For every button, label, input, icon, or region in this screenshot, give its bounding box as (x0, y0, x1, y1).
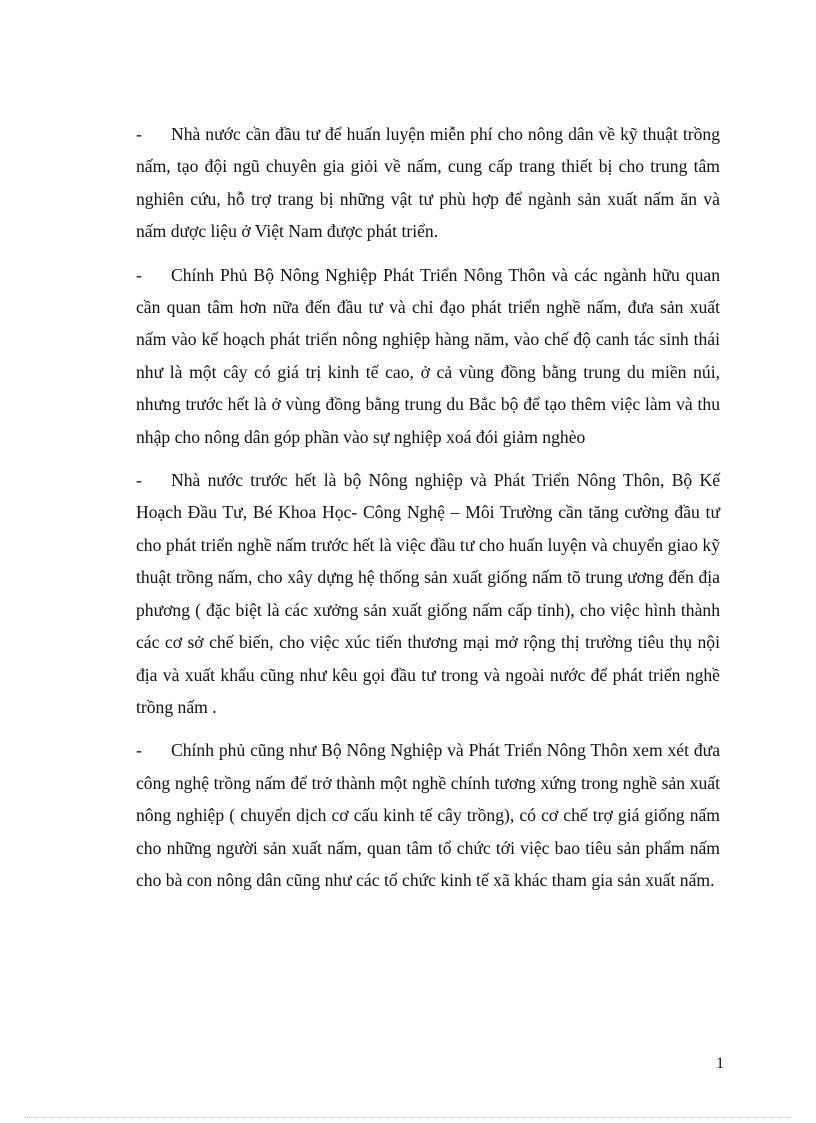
paragraph-text: Nhà nước trước hết là bộ Nông nghiệp và Phát Triển Nông Thôn, Bộ Kế Hoạch Đầu Tư, Bé Khoa Học- Công Nghệ – Môi Trường cần tăng cường đầu tư cho phát triển nghề nấm trước hết là việc đầu tư cho huấn luyện và chuyển giao kỹ thuật trồng nấm, cho xây dựng hệ thống sản xuất giống nấm tõ trung ương đến địa phương ( đặc biệt là các xưởng sản xuất giống nấm cấp tỉnh), cho việc hình thành các cơ sở chế biến, cho việc xúc tiến thương mại mở rộng thị trường tiêu thụ nội địa và xuất khẩu cũng như kêu gọi đầu tư trong và ngoài nước để phát triển nghề trồng nấm . (136, 470, 720, 717)
list-item (136, 464, 720, 723)
page-number: 1 (716, 1055, 724, 1072)
bullet-dash: - (136, 470, 142, 491)
bullet-dash: - (136, 740, 142, 761)
paragraph-text: Chính phủ cũng như Bộ Nông Nghiệp và Phát Triển Nông Thôn xem xét đưa công nghệ trồng nấm để trở thành một nghề chính tương xứng trong nghề sản xuất nông nghiệp ( chuyển dịch cơ cấu kinh tế cây trồng), có cơ chế trợ giá giống nấm cho những người sản xuất nấm, quan tâm tổ chức tới việc bao tiêu sản phẩm nấm cho bà con nông dân cũng như các tổ chức kinh tế xã khác tham gia sản xuất nấm. (136, 740, 720, 890)
list-item (136, 259, 720, 453)
bullet-dash: - (136, 264, 142, 285)
list-item (136, 118, 720, 248)
list-item (136, 734, 720, 896)
paragraph-text: Chính Phủ Bộ Nông Nghiệp Phát Triển Nông Thôn và các ngành hữu quan cần quan tâm hơn nữa đến đầu tư và chỉ đạo phát triển nghề nấm, đưa sản xuất nấm vào kế hoạch phát triển nông nghiệp hàng năm, vào chế độ canh tác sinh thái như là một cây có giá trị kinh tế cao, ở cả vùng đồng bằng trung du miền núi, nhưng trước hết là ở vùng đồng bằng trung du Bắc bộ để tạo thêm việc làm và thu nhập cho nông dân góp phần vào sự nghiệp xoá đói giảm nghèo (136, 264, 720, 447)
page-bottom-border (24, 1117, 792, 1118)
paragraph-text: Nhà nước cần đầu tư để huấn luyện miễn phí cho nông dân về kỹ thuật trồng nấm, tạo đội ngũ chuyên gia giỏi về nấm, cung cấp trang thiết bị cho trung tâm nghiên cứu, hỗ trợ trang bị những vật tư phù hợp để ngành sản xuất nấm ăn và nấm dược liệu ở Việt Nam được phát triển. (136, 124, 720, 242)
bullet-dash: - (136, 124, 142, 144)
document-body (136, 118, 720, 907)
